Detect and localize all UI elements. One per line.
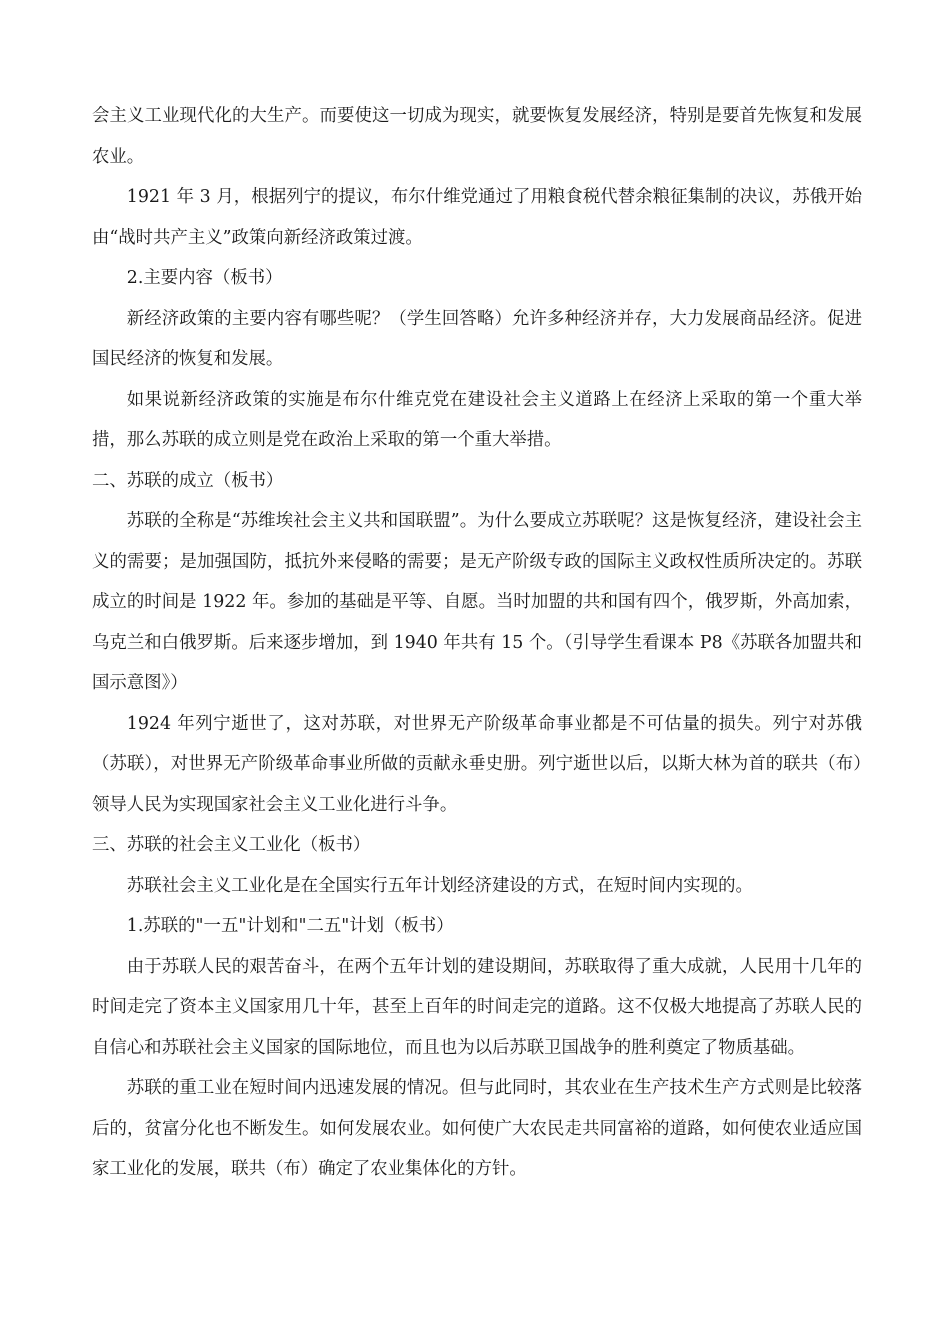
paragraph-nep-content: 新经济政策的主要内容有哪些呢？（学生回答略）允许多种经济并存，大力发展商品经济。促进国民经济的恢复和发展。 (92, 308, 862, 369)
heading-ussr-founding: 二、苏联的成立（板书） (92, 470, 284, 491)
paragraph-lenin-death: 1924 年列宁逝世了，这对苏联，对世界无产阶级革命事业都是不可估量的损失。列宁对苏俄（苏联），对世界无产阶级革命事业所做的贡献永垂史册。列宁逝世以后，以斯大林为首的联共（布）领导人民为实现国家社会主义工业化进行斗争。 (92, 713, 862, 815)
subheading-main-content: 2.主要内容（板书） (126, 268, 283, 288)
heading-industrialization: 三、苏联的社会主义工业化（板书） (92, 835, 371, 855)
subheading-first-second-plans: 1.苏联的"一五"计划和"二五"计划（板书） (126, 916, 454, 936)
paragraph-achievements: 由于苏联人民的艰苦奋斗，在两个五年计划的建设期间，苏联取得了重大成就，人民用十几年的时间走完了资本主义国家用几十年，甚至上百年的时间走完的道路。这不仅极大地提高了苏联人民的自信心和苏联社会主义国家的国际地位，而且也为以后苏联卫国战争的胜利奠定了物质基础。 (92, 956, 862, 1058)
paragraph-continuation: 会主义工业现代化的大生产。而要使这一切成为现实，就要恢复发展经济，特别是要首先恢复和发展农业。 (92, 106, 862, 167)
paragraph-first-measure: 如果说新经济政策的实施是布尔什维克党在建设社会主义道路上在经济上采取的第一个重大举措，那么苏联的成立则是党在政治上采取的第一个重大举措。 (92, 389, 862, 450)
document-body (92, 96, 862, 1190)
paragraph-1921-transition: 1921 年 3 月，根据列宁的提议，布尔什维党通过了用粮食税代替余粮征集制的决议，苏俄开始由“战时共产主义”政策向新经济政策过渡。 (92, 187, 862, 248)
paragraph-agriculture: 苏联的重工业在短时间内迅速发展的情况。但与此同时，其农业在生产技术生产方式则是比较落后的，贫富分化也不断发生。如何发展农业。如何使广大农民走共同富裕的道路，如何使农业适应国家工业化的发展，联共（布）确定了农业集体化的方针。 (92, 1078, 862, 1179)
paragraph-five-year-plans-intro: 苏联社会主义工业化是在全国实行五年计划经济建设的方式，在短时间内实现的。 (126, 875, 753, 896)
paragraph-ussr-full-name: 苏联的全称是“苏维埃社会主义共和国联盟”。为什么要成立苏联呢？这是恢复经济，建设社会主义的需要；是加强国防，抵抗外来侵略的需要；是无产阶级专政的国际主义政权性质所决定的。苏联成立的时间是 1922 年。参加的基础是平等、自愿。当时加盟的共和国有四个，俄罗斯，外高加索，乌克兰和白俄罗斯。后来逐步增加，到 1940 年共有 15 个。（引导学生看课本 P8《苏联各加盟共和国示意图》） (92, 511, 862, 693)
